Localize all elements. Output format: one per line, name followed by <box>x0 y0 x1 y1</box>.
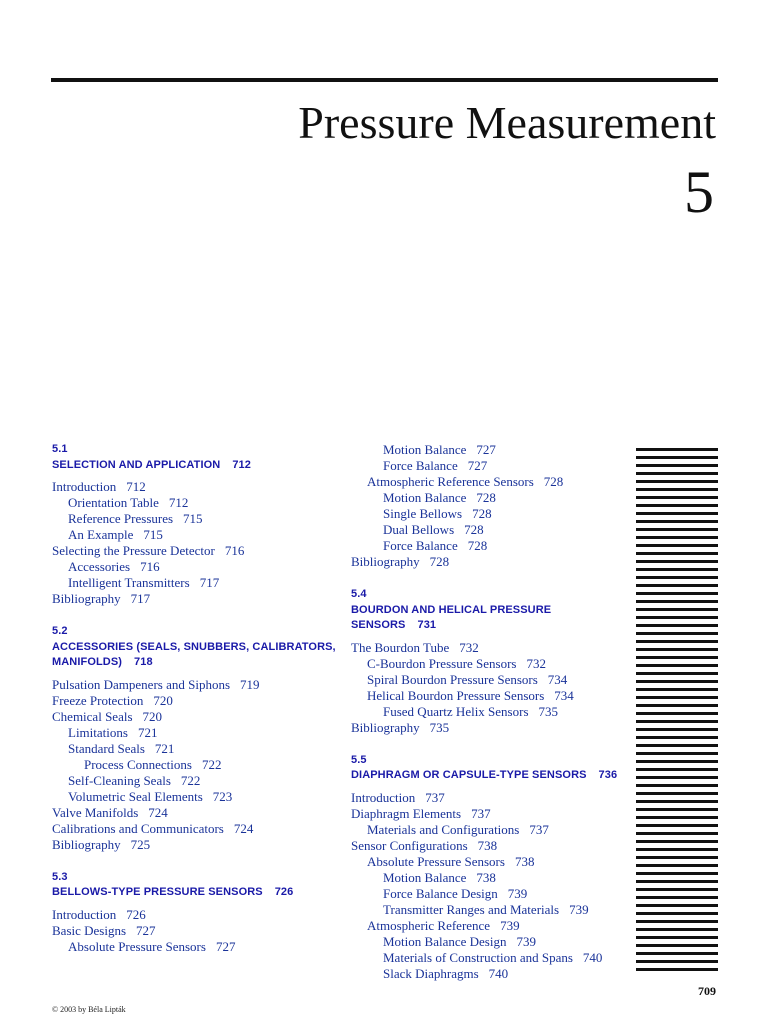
toc-entry[interactable] <box>52 693 337 709</box>
toc-entry-text: Force Balance <box>383 458 458 473</box>
toc-entry-page: 738 <box>514 853 535 869</box>
toc-entry[interactable] <box>351 902 631 918</box>
toc-entry-text: Force Balance <box>383 538 458 553</box>
toc-entry-text: Materials of Construction and Spans <box>383 949 573 965</box>
toc-entry-text: Introduction <box>52 479 117 494</box>
toc-entry-text: Helical Bourdon Pressure Sensors <box>367 687 545 703</box>
toc-entry-text: Sensor Configurations <box>351 837 468 853</box>
toc-entry-page: 717 <box>199 575 220 590</box>
toc-entry[interactable] <box>351 656 631 672</box>
toc-entry-page: 724 <box>233 820 254 836</box>
toc-entry[interactable] <box>52 725 337 741</box>
toc-entry[interactable] <box>52 837 337 853</box>
toc-entry-page: 727 <box>136 922 156 938</box>
section-title: BELLOWS-TYPE PRESSURE SENSORS <box>52 886 263 898</box>
toc-entry-page: 728 <box>467 538 488 553</box>
toc-entry-text: Standard Seals <box>68 740 145 756</box>
toc-entry[interactable] <box>351 854 631 870</box>
section-title: SELECTION AND APPLICATION <box>52 458 221 471</box>
toc-entry-text: Motion Balance <box>383 869 467 885</box>
toc-entry[interactable] <box>351 886 631 902</box>
toc-entry-text: Freeze Protection <box>52 692 144 708</box>
chapter-number: 5 <box>684 159 714 225</box>
toc-entry-page: 739 <box>569 901 589 917</box>
toc-entry-page: 734 <box>547 671 568 687</box>
toc-entry-text: Atmospheric Reference Sensors <box>367 474 534 489</box>
toc-entry[interactable] <box>52 709 337 725</box>
toc-entry-text: Reference Pressures <box>68 511 174 526</box>
toc-entry-text: Atmospheric Reference <box>367 917 491 933</box>
toc-entry[interactable] <box>351 870 631 886</box>
toc-entry-page: 735 <box>538 703 559 719</box>
toc-entry[interactable] <box>52 527 337 543</box>
toc-entry[interactable] <box>52 789 337 805</box>
toc-entry-text: Motion Balance Design <box>383 933 507 949</box>
section-heading[interactable] <box>351 587 631 634</box>
decorative-stripes <box>636 448 718 976</box>
toc-entry-text: Calibrations and Communicators <box>52 820 224 836</box>
toc-entry[interactable] <box>351 790 631 806</box>
section-heading[interactable] <box>351 753 631 784</box>
toc-entry-text: An Example <box>68 527 134 542</box>
toc-entry-text: Valve Manifolds <box>52 804 139 820</box>
toc-entry-text: Dual Bellows <box>383 522 455 537</box>
section-spacer <box>351 736 631 753</box>
toc-entry-page: 715 <box>143 527 163 542</box>
toc-entry-page: 728 <box>429 554 450 569</box>
section-title: DIAPHRAGM OR CAPSULE-TYPE SENSORS <box>351 769 587 781</box>
section-spacer <box>52 607 337 624</box>
toc-entry-page: 727 <box>215 938 236 954</box>
toc-entry-text: Introduction <box>351 789 416 805</box>
toc-entry[interactable] <box>52 495 337 511</box>
section-heading[interactable] <box>52 624 337 671</box>
toc-entry[interactable] <box>351 490 631 506</box>
section-title-line <box>52 458 337 474</box>
toc-entry-page: 728 <box>543 474 564 489</box>
toc-entry-page: 740 <box>488 965 509 981</box>
toc-entry-page: 732 <box>459 639 479 655</box>
section-page: 718 <box>134 656 153 668</box>
toc-entry[interactable] <box>52 575 337 591</box>
toc-entry-page: 737 <box>529 821 549 837</box>
toc-entry-page: 740 <box>582 949 603 965</box>
section-spacer <box>351 570 631 587</box>
toc-entry-text: Pulsation Dampeners and Siphons <box>52 676 231 692</box>
toc-entry-text: Materials and Configurations <box>367 821 520 837</box>
toc-entry-text: Motion Balance <box>383 442 467 457</box>
toc-entry-page: 738 <box>477 837 498 853</box>
section-number: 5.3 <box>52 870 68 883</box>
toc-entry[interactable] <box>351 704 631 720</box>
toc-entry-text: Absolute Pressure Sensors <box>367 853 505 869</box>
page-number: 709 <box>698 984 716 998</box>
toc-entry[interactable] <box>351 522 631 538</box>
section-title: BOURDON AND HELICAL PRESSURE SENSORS <box>351 603 552 631</box>
toc-entry-page: 717 <box>130 591 151 606</box>
toc-entry[interactable] <box>351 720 631 736</box>
toc-entry[interactable] <box>351 672 631 688</box>
toc-entry[interactable] <box>351 506 631 522</box>
toc-entry-page: 715 <box>183 511 203 526</box>
toc-entry-text: Spiral Bourdon Pressure Sensors <box>367 671 538 687</box>
toc-entry-page: 734 <box>554 687 574 703</box>
toc-entry[interactable] <box>351 822 631 838</box>
section-heading[interactable] <box>52 442 337 473</box>
toc-entry[interactable] <box>351 442 631 458</box>
toc-entry-text: C-Bourdon Pressure Sensors <box>367 655 517 671</box>
toc-entry[interactable] <box>52 939 337 955</box>
toc-entry-text: Diaphragm Elements <box>351 805 462 821</box>
toc-entry-page: 716 <box>224 543 245 558</box>
toc-entry[interactable] <box>52 773 337 789</box>
toc-entry[interactable] <box>351 950 631 966</box>
toc-entry-text: Absolute Pressure Sensors <box>68 938 206 954</box>
toc-entry[interactable] <box>351 838 631 854</box>
toc-entry-text: Orientation Table <box>68 495 159 510</box>
toc-entry-text: Bibliography <box>351 719 420 735</box>
toc-entry-page: 721 <box>154 740 175 756</box>
toc-entry-page: 722 <box>201 756 222 772</box>
toc-entry[interactable] <box>351 934 631 950</box>
toc-entry-text: Single Bellows <box>383 506 463 521</box>
top-rule <box>51 78 718 82</box>
toc-entry-text: Accessories <box>68 559 131 574</box>
section-number: 5.2 <box>52 625 68 637</box>
toc-column-left <box>52 442 337 955</box>
toc-entry[interactable] <box>52 923 337 939</box>
toc-entry-page: 726 <box>126 906 146 922</box>
toc-entry[interactable] <box>351 640 631 656</box>
toc-entry-page: 719 <box>240 676 260 692</box>
toc-entry[interactable] <box>351 688 631 704</box>
toc-entry-text: Introduction <box>52 906 117 922</box>
toc-entry-text: Bibliography <box>351 554 420 569</box>
toc-entry[interactable] <box>351 966 631 982</box>
toc-entry[interactable] <box>52 907 337 923</box>
toc-entry-page: 712 <box>168 495 189 510</box>
toc-entry[interactable] <box>351 554 631 570</box>
toc-entry[interactable] <box>351 538 631 554</box>
toc-entry-page: 735 <box>429 719 450 735</box>
section-heading[interactable] <box>52 870 337 901</box>
toc-entry[interactable] <box>351 918 631 934</box>
toc-entry[interactable] <box>52 805 337 821</box>
copyright-notice: © 2003 by Béla Lipták <box>52 1005 126 1014</box>
section-number: 5.5 <box>351 753 367 766</box>
toc-entry[interactable] <box>52 757 337 773</box>
section-title-line <box>52 640 337 671</box>
toc-entry-page: 721 <box>137 724 158 740</box>
section-page: 731 <box>417 619 437 631</box>
section-page: 712 <box>232 458 251 471</box>
toc-entry-page: 728 <box>464 522 484 537</box>
toc-entry[interactable] <box>52 677 337 693</box>
toc-entry-page: 738 <box>476 869 496 885</box>
toc-entry-page: 732 <box>526 655 546 671</box>
toc-entry[interactable] <box>52 741 337 757</box>
toc-entry-text: Self-Cleaning Seals <box>68 772 171 788</box>
toc-entry-page: 725 <box>130 836 151 852</box>
toc-entry-text: Basic Designs <box>52 922 127 938</box>
toc-entry-page: 716 <box>140 559 160 574</box>
toc-entry-page: 728 <box>476 490 496 505</box>
toc-entry-page: 737 <box>471 805 491 821</box>
toc-entry-page: 737 <box>425 789 445 805</box>
toc-entry[interactable] <box>52 559 337 575</box>
toc-entry-text: Selecting the Pressure Detector <box>52 543 215 558</box>
section-page: 736 <box>598 769 618 781</box>
section-page: 726 <box>274 886 294 898</box>
toc-entry[interactable] <box>52 591 337 607</box>
toc-entry-page: 728 <box>472 506 492 521</box>
toc-entry[interactable] <box>52 821 337 837</box>
toc-entry-text: Limitations <box>68 724 128 740</box>
toc-entry-text: Slack Diaphragms <box>383 965 479 981</box>
toc-entry-page: 723 <box>212 788 233 804</box>
toc-entry-text: Bibliography <box>52 591 121 606</box>
section-number: 5.4 <box>351 588 367 600</box>
toc-entry-page: 727 <box>467 458 488 473</box>
section-title-line <box>351 603 631 634</box>
toc-entry-text: Fused Quartz Helix Sensors <box>383 703 529 719</box>
toc-entry-text: Force Balance Design <box>383 885 498 901</box>
toc-entry-text: Process Connections <box>84 756 192 772</box>
section-title-line <box>351 768 631 784</box>
toc-entry[interactable] <box>52 511 337 527</box>
toc-entry-text: Intelligent Transmitters <box>68 575 190 590</box>
toc-entry-text: Volumetric Seal Elements <box>68 788 203 804</box>
toc-entry-page: 739 <box>507 885 528 901</box>
toc-entry-page: 720 <box>153 692 173 708</box>
toc-entry[interactable] <box>351 806 631 822</box>
toc-entry-page: 720 <box>142 708 163 724</box>
section-number: 5.1 <box>52 443 68 455</box>
toc-entry-text: The Bourdon Tube <box>351 639 450 655</box>
toc-entry-page: 724 <box>148 804 168 820</box>
section-spacer <box>52 853 337 870</box>
toc-entry-text: Chemical Seals <box>52 708 133 724</box>
toc-column-middle <box>351 442 631 982</box>
toc-entry-page: 727 <box>476 442 496 457</box>
toc-entry-page: 722 <box>180 772 201 788</box>
toc-entry-page: 739 <box>500 917 520 933</box>
toc-entry[interactable] <box>52 479 337 495</box>
section-title: ACCESSORIES (SEALS, SNUBBERS, CALIBRATORS, MANIFOLDS) <box>52 640 336 668</box>
toc-entry[interactable] <box>351 458 631 474</box>
toc-entry-text: Motion Balance <box>383 490 467 505</box>
section-title-line <box>52 885 337 901</box>
toc-entry-text: Bibliography <box>52 836 121 852</box>
toc-entry-text: Transmitter Ranges and Materials <box>383 901 560 917</box>
chapter-title: Pressure Measurement <box>298 97 716 148</box>
toc-entry[interactable] <box>351 474 631 490</box>
toc-entry-page: 739 <box>516 933 536 949</box>
toc-entry-page: 712 <box>126 479 146 494</box>
toc-entry[interactable] <box>52 543 337 559</box>
